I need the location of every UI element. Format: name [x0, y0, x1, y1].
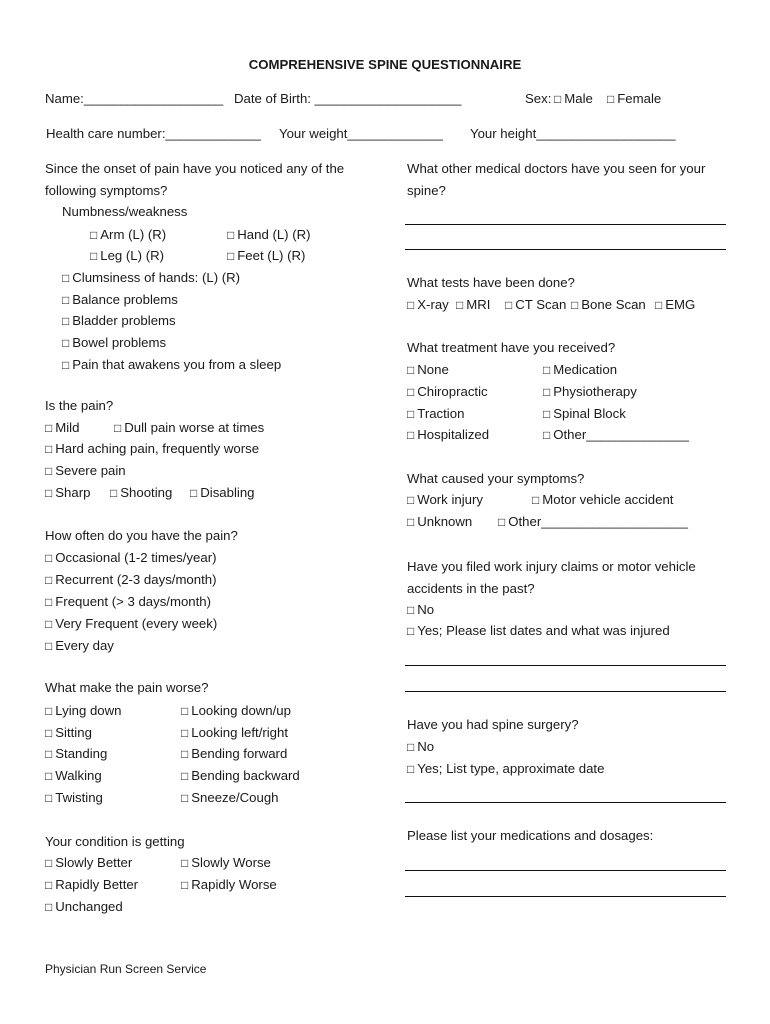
- slowly-better-checkbox[interactable]: □ Slowly Better: [45, 855, 132, 871]
- name-field[interactable]: Name:___________________: [45, 91, 224, 106]
- sex-male-checkbox[interactable]: □ Male: [554, 91, 593, 107]
- bone-scan-checkbox[interactable]: □ Bone Scan: [571, 297, 646, 313]
- medications-question: Please list your medications and dosages:: [407, 828, 654, 843]
- cause-unknown-checkbox[interactable]: □ Unknown: [407, 514, 472, 530]
- bending-backward-checkbox[interactable]: □ Bending backward: [181, 768, 300, 784]
- twisting-checkbox[interactable]: □ Twisting: [45, 790, 103, 806]
- medications-answer-line-2[interactable]: [405, 896, 726, 897]
- frequency-frequent-checkbox[interactable]: □ Frequent (> 3 days/month): [45, 594, 211, 610]
- mri-checkbox[interactable]: □ MRI: [456, 297, 490, 313]
- arm-checkbox[interactable]: □ Arm (L) (R): [90, 227, 166, 243]
- frequency-very-frequent-checkbox[interactable]: □ Very Frequent (every week): [45, 616, 217, 632]
- sneeze-cough-checkbox[interactable]: □ Sneeze/Cough: [181, 790, 279, 806]
- tests-question: What tests have been done?: [407, 275, 575, 290]
- frequency-every-day-checkbox[interactable]: □ Every day: [45, 638, 114, 654]
- claims-answer-line-1[interactable]: [405, 665, 726, 666]
- height-field[interactable]: Your height___________________: [470, 126, 676, 141]
- bowel-checkbox[interactable]: □ Bowel problems: [62, 335, 166, 351]
- emg-checkbox[interactable]: □ EMG: [655, 297, 695, 313]
- bladder-checkbox[interactable]: □ Bladder problems: [62, 313, 176, 329]
- pain-question: Is the pain?: [45, 398, 114, 413]
- cause-question: What caused your symptoms?: [407, 471, 585, 486]
- looking-down-up-checkbox[interactable]: □ Looking down/up: [181, 703, 291, 719]
- bending-forward-checkbox[interactable]: □ Bending forward: [181, 746, 287, 762]
- cause-other-checkbox[interactable]: □ Other____________________: [498, 514, 688, 530]
- treatment-question: What treatment have you received?: [407, 340, 616, 355]
- treatment-none-checkbox[interactable]: □ None: [407, 362, 449, 378]
- physiotherapy-checkbox[interactable]: □ Physiotherapy: [543, 384, 637, 400]
- treatment-other-checkbox[interactable]: □ Other______________: [543, 427, 689, 443]
- weight-field[interactable]: Your weight_____________: [279, 126, 443, 141]
- sex-female-checkbox[interactable]: □ Female: [607, 91, 661, 107]
- doctors-answer-line-1[interactable]: [405, 224, 726, 225]
- doctors-answer-line-2[interactable]: [405, 249, 726, 250]
- numbness-label: Numbness/weakness: [62, 204, 188, 219]
- sitting-checkbox[interactable]: □ Sitting: [45, 725, 92, 741]
- mild-checkbox[interactable]: □ Mild: [45, 420, 79, 436]
- claims-no-checkbox[interactable]: □ No: [407, 602, 434, 618]
- hand-checkbox[interactable]: □ Hand (L) (R): [227, 227, 311, 243]
- feet-checkbox[interactable]: □ Feet (L) (R): [227, 248, 305, 264]
- claims-answer-line-2[interactable]: [405, 691, 726, 692]
- surgery-yes-checkbox[interactable]: □ Yes; List type, approximate date: [407, 761, 604, 777]
- surgery-no-checkbox[interactable]: □ No: [407, 739, 434, 755]
- frequency-occasional-checkbox[interactable]: □ Occasional (1-2 times/year): [45, 550, 216, 566]
- worse-question: What make the pain worse?: [45, 680, 209, 695]
- severe-checkbox[interactable]: □ Severe pain: [45, 463, 126, 479]
- medication-checkbox[interactable]: □ Medication: [543, 362, 617, 378]
- ct-scan-checkbox[interactable]: □ CT Scan: [505, 297, 566, 313]
- rapidly-better-checkbox[interactable]: □ Rapidly Better: [45, 877, 138, 893]
- doctors-question: What other medical doctors have you seen for your spine?: [407, 161, 706, 198]
- footer: Physician Run Screen Service: [45, 962, 207, 976]
- walking-checkbox[interactable]: □ Walking: [45, 768, 102, 784]
- claims-yes-checkbox[interactable]: □ Yes; Please list dates and what was injured: [407, 623, 670, 639]
- clumsiness-checkbox[interactable]: □ Clumsiness of hands: (L) (R): [62, 270, 240, 286]
- sharp-checkbox[interactable]: □ Sharp: [45, 485, 90, 501]
- symptoms-question: Since the onset of pain have you noticed any of the following symptoms?: [45, 161, 345, 198]
- looking-left-right-checkbox[interactable]: □ Looking left/right: [181, 725, 288, 741]
- rapidly-worse-checkbox[interactable]: □ Rapidly Worse: [181, 877, 277, 893]
- surgery-answer-line[interactable]: [405, 802, 726, 803]
- traction-checkbox[interactable]: □ Traction: [407, 406, 464, 422]
- frequency-recurrent-checkbox[interactable]: □ Recurrent (2-3 days/month): [45, 572, 217, 588]
- standing-checkbox[interactable]: □ Standing: [45, 746, 107, 762]
- hospitalized-checkbox[interactable]: □ Hospitalized: [407, 427, 489, 443]
- work-injury-checkbox[interactable]: □ Work injury: [407, 492, 483, 508]
- sex-label: Sex:: [525, 91, 552, 106]
- pain-sleep-checkbox[interactable]: □ Pain that awakens you from a sleep: [62, 357, 281, 373]
- spinal-block-checkbox[interactable]: □ Spinal Block: [543, 406, 626, 422]
- chiropractic-checkbox[interactable]: □ Chiropractic: [407, 384, 488, 400]
- dull-checkbox[interactable]: □ Dull pain worse at times: [114, 420, 264, 436]
- lying-down-checkbox[interactable]: □ Lying down: [45, 703, 121, 719]
- motor-vehicle-checkbox[interactable]: □ Motor vehicle accident: [532, 492, 673, 508]
- disabling-checkbox[interactable]: □ Disabling: [190, 485, 255, 501]
- medications-answer-line-1[interactable]: [405, 870, 726, 871]
- hard-aching-checkbox[interactable]: □ Hard aching pain, frequently worse: [45, 441, 259, 457]
- dob-field[interactable]: Date of Birth: ____________________: [234, 91, 462, 106]
- unchanged-checkbox[interactable]: □ Unchanged: [45, 899, 123, 915]
- balance-checkbox[interactable]: □ Balance problems: [62, 292, 178, 308]
- leg-checkbox[interactable]: □ Leg (L) (R): [90, 248, 164, 264]
- slowly-worse-checkbox[interactable]: □ Slowly Worse: [181, 855, 271, 871]
- health-number-field[interactable]: Health care number:_____________: [46, 126, 261, 141]
- claims-question: Have you filed work injury claims or motor vehicle accidents in the past?: [407, 559, 696, 596]
- xray-checkbox[interactable]: □ X-ray: [407, 297, 449, 313]
- surgery-question: Have you had spine surgery?: [407, 717, 579, 732]
- shooting-checkbox[interactable]: □ Shooting: [110, 485, 172, 501]
- frequency-question: How often do you have the pain?: [45, 528, 238, 543]
- page-title: COMPREHENSIVE SPINE QUESTIONNAIRE: [248, 57, 522, 72]
- condition-question: Your condition is getting: [45, 834, 185, 849]
